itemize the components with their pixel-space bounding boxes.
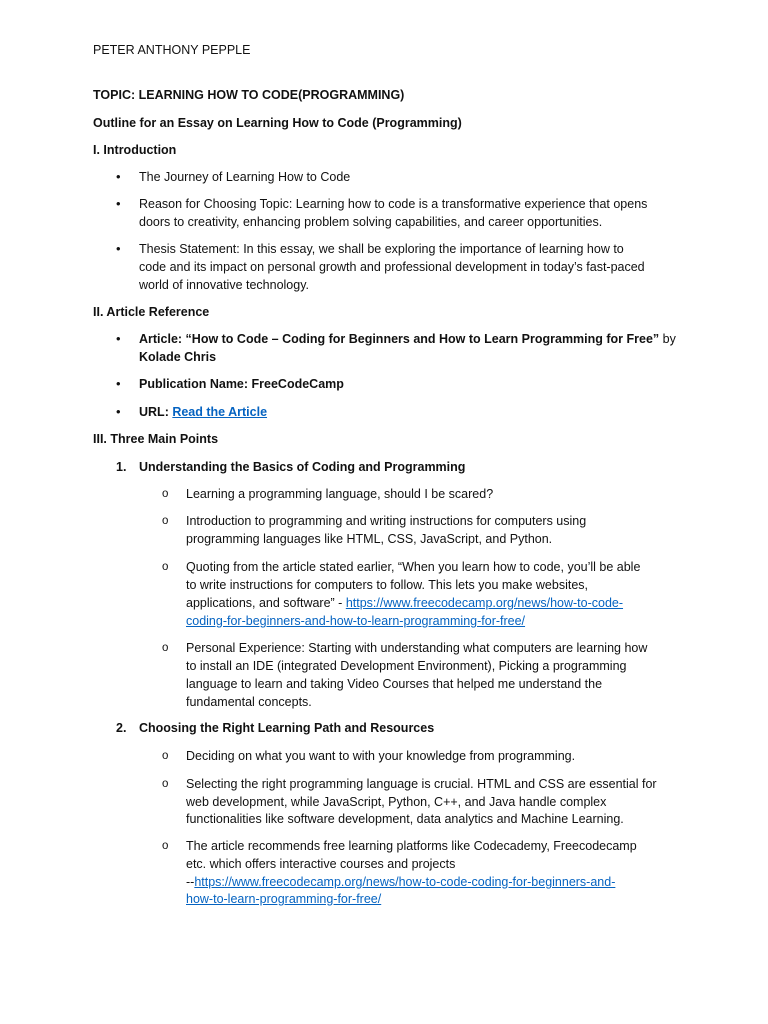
intro-item-thesis-line: world of innovative technology. [139,278,310,292]
sub-bullet-icon: o [162,642,169,654]
intro-item-thesis-line: code and its impact on personal growth and professional development in today’s fast-paced [139,260,645,274]
point-number: 2. [116,721,127,735]
point1-item-line: programming languages like HTML, CSS, JavaScript, and Python. [186,532,553,546]
point2-platforms-line: The article recommends free learning platforms like Codecademy, Freecodecamp [186,839,637,853]
intro-item-reason-line: Reason for Choosing Topic: Learning how to code is a transformative experience that opens [139,197,648,211]
section-heading-article-reference: II. Article Reference [93,305,210,319]
sub-bullet-icon: o [162,515,169,527]
section-heading-main-points: III. Three Main Points [93,432,219,446]
freecodecamp-link[interactable]: how-to-learn-programming-for-free/ [186,892,382,906]
quote-text: applications, and software” - [186,596,346,610]
sub-bullet-icon: o [162,840,169,852]
sub-bullet-icon: o [162,488,169,500]
point2-item-line: Selecting the right programming language is crucial. HTML and CSS are essential for [186,777,657,791]
point1-item: Learning a programming language, should I be scared? [186,487,494,501]
section-heading-introduction: I. Introduction [93,143,177,157]
article-publication: Publication Name: FreeCodeCamp [139,377,344,391]
sub-bullet-icon: o [162,561,169,573]
topic-heading: TOPIC: LEARNING HOW TO CODE(PROGRAMMING) [93,88,405,102]
freecodecamp-link[interactable]: https://www.freecodecamp.org/news/how-to-code- [345,596,624,610]
point-number: 1. [116,460,127,474]
point1-experience-line: language to learn and taking Video Courses that helped me understand the [186,677,603,691]
outline-title: Outline for an Essay on Learning How to Code (Programming) [93,116,462,130]
author-name: PETER ANTHONY PEPPLE [93,43,251,57]
point1-experience-line: fundamental concepts. [186,695,312,709]
point1-quote-line: to write instructions for computers to follow. This lets you make websites, [186,578,589,592]
bullet-icon: • [116,241,121,256]
point2-item: Deciding on what you want to with your knowledge from programming. [186,749,576,763]
freecodecamp-link[interactable]: coding-for-beginners-and-how-to-learn-programming-for-free/ [186,614,526,628]
article-url-label: URL: [139,405,173,419]
article-author: Kolade Chris [139,350,217,364]
bullet-icon: • [116,169,121,184]
point1-quote-line [186,594,623,612]
point1-quote-line: Quoting from the article stated earlier, “When you learn how to code, you’ll be able [186,560,641,574]
point2-item-line: functionalities like software development, data analytics and Machine Learning. [186,812,624,826]
point1-item-line: Introduction to programming and writing instructions for computers using [186,514,587,528]
point2-platforms-line: etc. which offers interactive courses and projects [186,857,456,871]
point1-quote-line [186,612,525,630]
point1-experience-line: Personal Experience: Starting with understanding what computers are learning how [186,641,648,655]
read-article-link[interactable]: Read the Article [172,405,268,419]
article-by: by [659,332,676,346]
point2-platforms-line [186,890,381,908]
point2-platforms-line [186,873,615,891]
article-title-line [139,330,676,348]
intro-item-thesis-line: Thesis Statement: In this essay, we shall be exploring the importance of learning how to [139,242,624,256]
point1-experience-line: to install an IDE (integrated Development Environment), Picking a programming [186,659,627,673]
point-title-basics: Understanding the Basics of Coding and Programming [139,460,466,474]
point2-item-line: web development, while JavaScript, Python, C++, and Java handle complex [186,795,607,809]
article-url-line [139,403,267,421]
freecodecamp-link[interactable]: https://www.freecodecamp.org/news/how-to-code-coding-for-beginners-and- [194,875,616,889]
bullet-icon: • [116,404,121,419]
bullet-icon: • [116,376,121,391]
article-title: Article: “How to Code – Coding for Beginners and How to Learn Programming for Free” [139,332,660,346]
intro-item-reason-line: doors to creativity, enhancing problem solving capabilities, and career opportunities. [139,215,603,229]
bullet-icon: • [116,331,121,346]
intro-item-journey: The Journey of Learning How to Code [139,170,351,184]
point-title-learning-path: Choosing the Right Learning Path and Resources [139,721,435,735]
sub-bullet-icon: o [162,750,169,762]
dash-prefix: -- [186,875,195,889]
sub-bullet-icon: o [162,778,169,790]
bullet-icon: • [116,196,121,211]
